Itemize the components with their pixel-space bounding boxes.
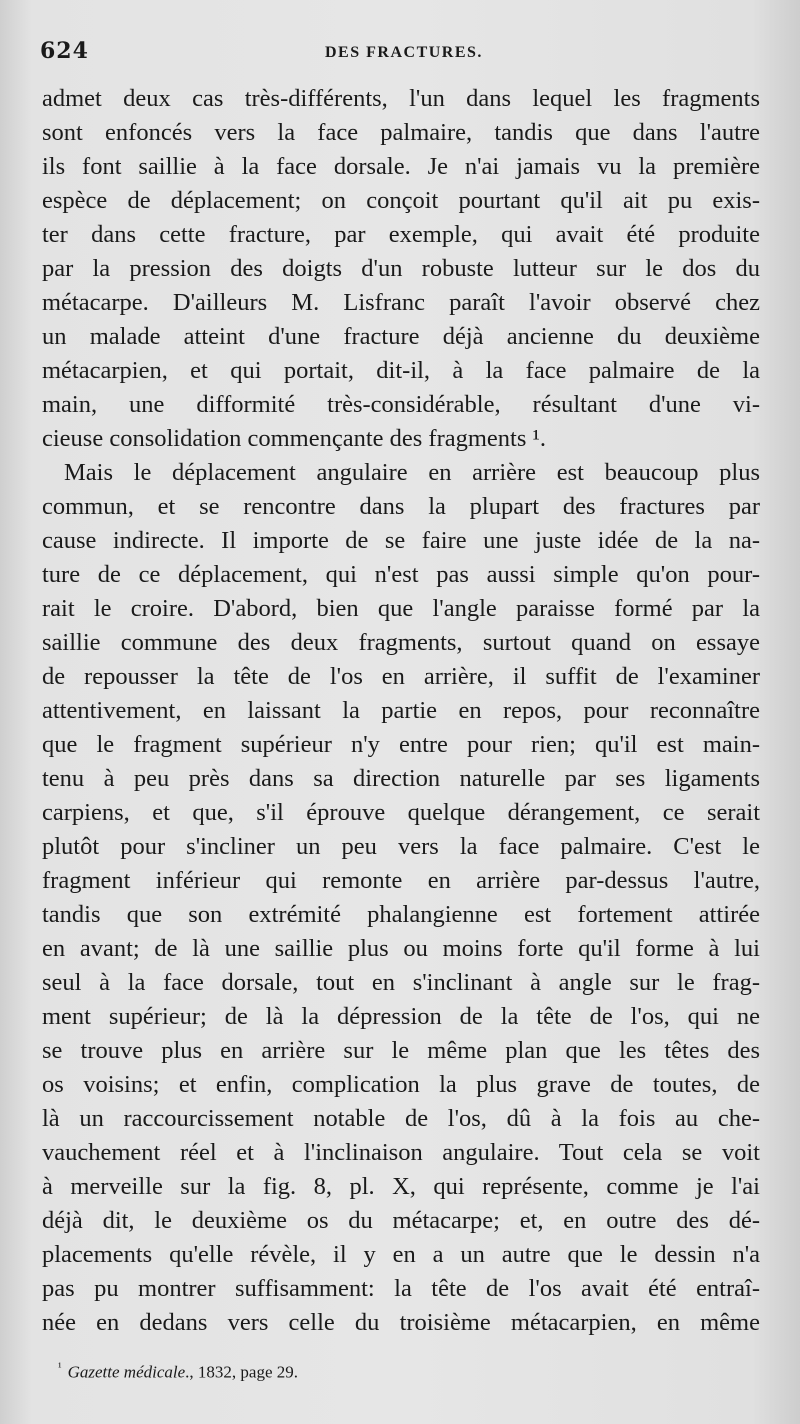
text-line: que le fragment supérieur n'y entre pour rien; qu'il est main-	[42, 731, 760, 758]
running-head: DES FRACTURES.	[325, 44, 483, 61]
text-line: seul à la face dorsale, tout en s'inclinant à angle sur le frag-	[42, 969, 760, 996]
text-line: là un raccourcissement notable de l'os, dû à la fois au che-	[42, 1105, 760, 1132]
text-line: Mais le déplacement angulaire en arrière est beaucoup plus	[64, 459, 760, 486]
text-line: main, une difformité très-considérable, résultant d'une vi-	[42, 391, 760, 418]
text-line: rait le croire. D'abord, bien que l'angle paraisse formé par la	[42, 595, 760, 622]
text-line: espèce de déplacement; on conçoit pourtant qu'il ait pu exis-	[42, 187, 760, 214]
text-line: os voisins; et enfin, complication la plus grave de toutes, de	[42, 1071, 760, 1098]
text-line: cieuse consolidation commençante des fragments ¹.	[42, 425, 546, 452]
text-line: commun, et se rencontre dans la plupart des fractures par	[42, 493, 760, 520]
page-header	[40, 38, 760, 68]
text-line: métacarpien, et qui portait, dit-il, à la face palmaire de la	[42, 357, 760, 384]
text-line: saillie commune des deux fragments, surtout quand on essaye	[42, 629, 760, 656]
text-line: ter dans cette fracture, par exemple, qui avait été produite	[42, 221, 760, 248]
page-number: 624	[40, 38, 89, 64]
text-line: en avant; de là une saillie plus ou moins forte qu'il forme à lui	[42, 935, 760, 962]
body-text	[42, 82, 760, 1340]
footnote-citation: ., 1832, page 29.	[185, 1362, 298, 1382]
text-line: tandis que son extrémité phalangienne est fortement attirée	[42, 901, 760, 928]
text-line: attentivement, en laissant la partie en repos, pour reconnaître	[42, 697, 760, 724]
text-line: plutôt pour s'incliner un peu vers la face palmaire. C'est le	[42, 833, 760, 860]
text-line: pas pu montrer suffisamment: la tête de l'os avait été entraî-	[42, 1275, 760, 1302]
text-line: déjà dit, le deuxième os du métacarpe; et, en outre des dé-	[42, 1207, 760, 1234]
text-line: ture de ce déplacement, qui n'est pas aussi simple qu'on pour-	[42, 561, 760, 588]
footnote	[58, 1360, 298, 1383]
text-line: admet deux cas très-différents, l'un dans lequel les fragments	[42, 85, 760, 112]
text-line: par la pression des doigts d'un robuste lutteur sur le dos du	[42, 255, 760, 282]
text-line: se trouve plus en arrière sur le même plan que les têtes des	[42, 1037, 760, 1064]
text-line: à merveille sur la fig. 8, pl. X, qui représente, comme je l'ai	[42, 1173, 760, 1200]
text-line: née en dedans vers celle du troisième métacarpien, en même	[42, 1309, 760, 1336]
text-line: carpiens, et que, s'il éprouve quelque dérangement, ce serait	[42, 799, 760, 826]
text-line: ils font saillie à la face dorsale. Je n'ai jamais vu la première	[42, 153, 760, 180]
text-line: un malade atteint d'une fracture déjà ancienne du deuxième	[42, 323, 760, 350]
text-line: sont enfoncés vers la face palmaire, tandis que dans l'autre	[42, 119, 760, 146]
footnote-source: Gazette médicale	[67, 1362, 186, 1382]
text-line: de repousser la tête de l'os en arrière, il suffit de l'examiner	[42, 663, 760, 690]
text-line: tenu à peu près dans sa direction naturelle par ses ligaments	[42, 765, 760, 792]
text-line: fragment inférieur qui remonte en arrière par-dessus l'autre,	[42, 867, 760, 894]
text-line: métacarpe. D'ailleurs M. Lisfranc paraît l'avoir observé chez	[42, 289, 760, 316]
text-line: placements qu'elle révèle, il y en a un autre que le dessin n'a	[42, 1241, 760, 1268]
footnote-mark: ¹	[58, 1360, 62, 1374]
text-line: ment supérieur; de là la dépression de la tête de l'os, qui ne	[42, 1003, 760, 1030]
text-line: vauchement réel et à l'inclinaison angulaire. Tout cela se voit	[42, 1139, 760, 1166]
text-line: cause indirecte. Il importe de se faire une juste idée de la na-	[42, 527, 760, 554]
